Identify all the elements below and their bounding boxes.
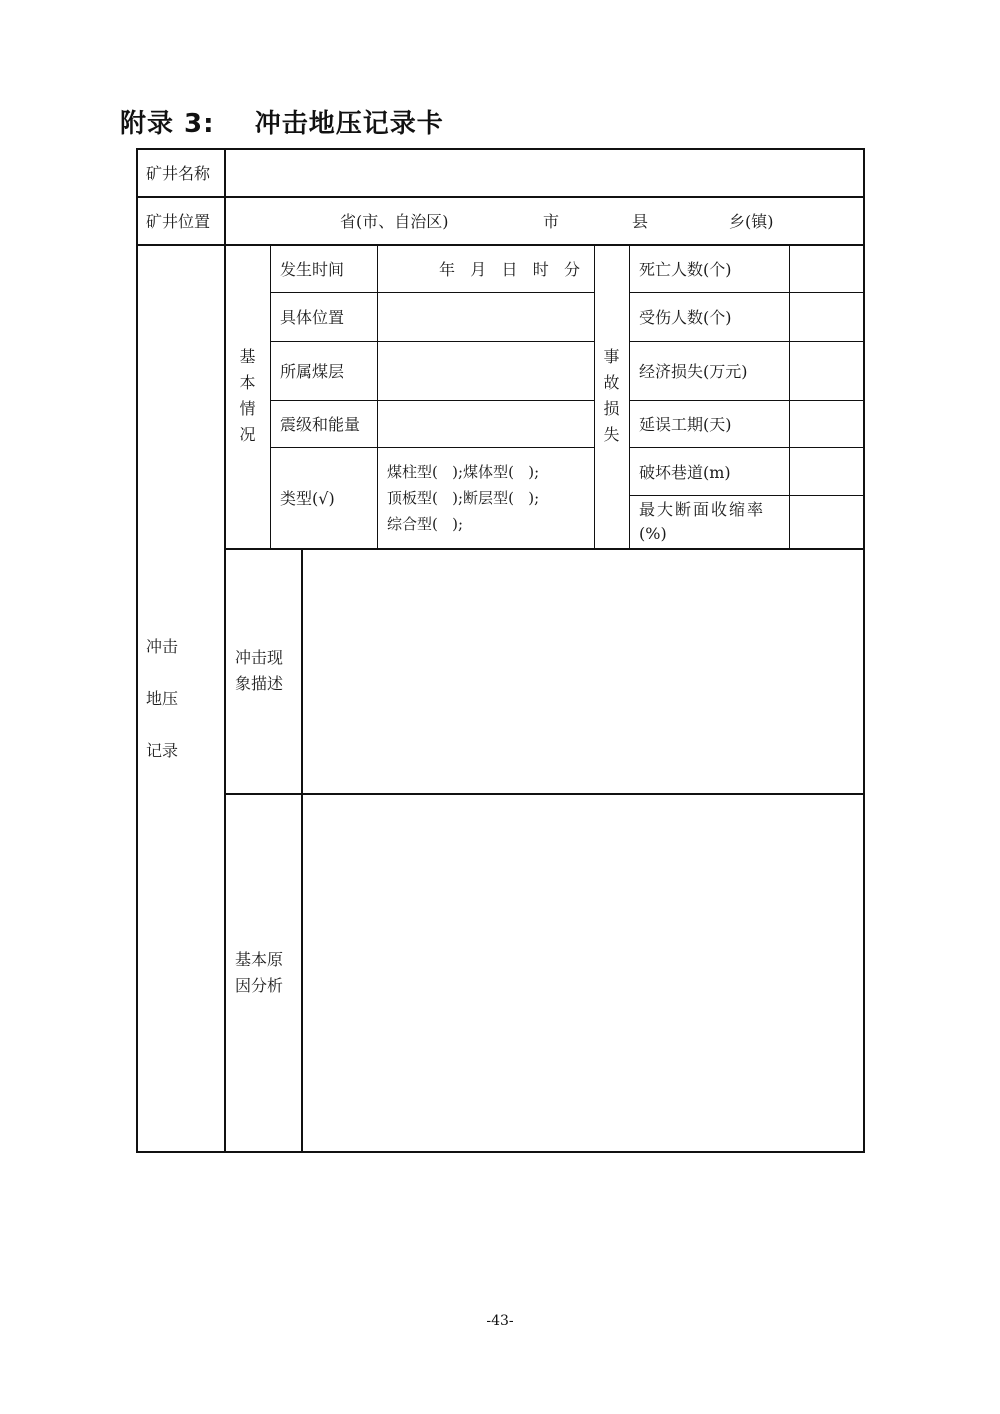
- location-province-label: 省(市、自治区): [340, 211, 449, 231]
- phenomenon-label-line: 冲击现: [235, 647, 284, 667]
- cause-label-line: 因分析: [235, 976, 284, 995]
- economic-loss-field[interactable]: [789, 341, 865, 400]
- injuries-field[interactable]: [789, 292, 865, 341]
- magnitude-energy-label: 震级和能量: [280, 415, 361, 434]
- location-town-label: 乡(镇): [729, 211, 774, 231]
- type-label: 类型(√): [280, 489, 335, 508]
- group-char: 故: [603, 373, 620, 392]
- mine-name-field[interactable]: [225, 148, 865, 196]
- location-city-label: 市: [543, 211, 560, 231]
- type-option-line[interactable]: 综合型( );: [387, 514, 464, 533]
- cause-analysis-field[interactable]: [302, 793, 865, 1153]
- phenomenon-label-line: 象描述: [235, 673, 284, 693]
- mine-location-label: 矿井位置: [146, 211, 211, 231]
- section-label: [136, 244, 225, 1153]
- group-char: 基: [239, 347, 256, 366]
- magnitude-energy-field[interactable]: [377, 400, 594, 447]
- section-label-line: 冲击: [146, 636, 179, 656]
- max-shrinkage-field[interactable]: [789, 495, 865, 548]
- occurrence-time-field[interactable]: 年 月 日 时 分: [438, 259, 580, 279]
- max-shrinkage-label-line: 最大断面收缩率: [639, 499, 766, 519]
- page-title: 附录 3: 冲击地压记录卡: [120, 109, 444, 139]
- phenomenon-description-label: [225, 548, 301, 793]
- damaged-roadway-field[interactable]: [789, 447, 865, 495]
- max-shrinkage-label-line: (%): [639, 523, 667, 543]
- coal-seam-label: 所属煤层: [280, 362, 345, 381]
- type-option-line[interactable]: 顶板型( );断层型( );: [387, 488, 540, 507]
- delay-field[interactable]: [789, 400, 865, 447]
- cause-analysis-label: [225, 793, 301, 1153]
- deaths-field[interactable]: [789, 244, 865, 292]
- cause-label-line: 基本原: [235, 950, 284, 969]
- deaths-label: 死亡人数(个): [639, 259, 732, 279]
- coal-seam-field[interactable]: [377, 341, 594, 400]
- occurrence-time-label: 发生时间: [280, 259, 345, 279]
- type-options[interactable]: [377, 447, 594, 548]
- damaged-roadway-label: 破坏巷道(m): [639, 462, 731, 482]
- type-option-line[interactable]: 煤柱型( );煤体型( );: [387, 462, 540, 481]
- max-shrinkage-label: [629, 495, 789, 548]
- group-char: 况: [239, 425, 256, 444]
- section-label-line: 地压: [146, 688, 179, 708]
- basic-info-group-label: [225, 244, 270, 548]
- accident-loss-group-label: [594, 244, 629, 548]
- group-char: 失: [603, 425, 620, 444]
- phenomenon-description-field[interactable]: [302, 548, 865, 793]
- location-county-label: 县: [632, 211, 649, 231]
- specific-location-field[interactable]: [377, 292, 594, 341]
- group-char: 损: [603, 399, 620, 418]
- delay-label: 延误工期(天): [639, 415, 732, 434]
- specific-location-label: 具体位置: [280, 308, 345, 327]
- group-char: 情: [239, 399, 256, 418]
- economic-loss-label: 经济损失(万元): [639, 362, 748, 381]
- group-char: 本: [239, 373, 256, 392]
- group-char: 事: [603, 347, 620, 366]
- section-label-line: 记录: [146, 740, 179, 760]
- page-number: -43-: [486, 1313, 514, 1329]
- mine-name-label: 矿井名称: [146, 163, 211, 183]
- injuries-label: 受伤人数(个): [639, 308, 732, 327]
